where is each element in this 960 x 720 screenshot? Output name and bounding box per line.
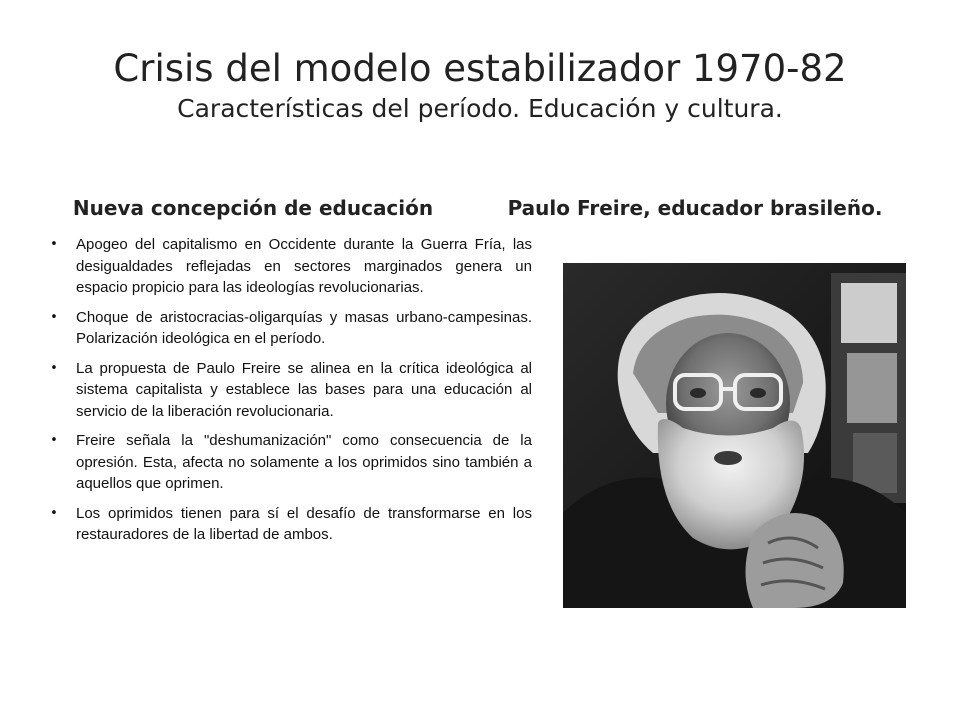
slide-title: Crisis del modelo estabilizador 1970-82 (113, 47, 847, 90)
bullet-item (48, 430, 532, 495)
bullet-item (48, 307, 532, 350)
bullet-item (48, 503, 532, 546)
left-column-heading: Nueva concepción de educación (72, 196, 434, 220)
bullet-text: Apogeo del capitalismo en Occidente durante la Guerra Fría, las desigualdades reflejadas en sectores marginados genera un espacio propicio para las ideologías revolucionarias. (76, 236, 532, 296)
portrait-photo-drawing (563, 263, 906, 608)
right-column-heading: Paulo Freire, educador brasileño. (507, 196, 883, 220)
bullet-text: La propuesta de Paulo Freire se alinea en la crítica ideológica al sistema capitalista y establece las bases para una educación al servicio de la liberación revolucionaria. (76, 359, 532, 420)
bullet-text: Choque de aristocracias-oligarquías y masas urbano-campesinas. Polarización ideológica en el período. (76, 308, 532, 347)
bullet-icon: • (50, 237, 58, 252)
bullet-icon: • (50, 360, 58, 376)
bullet-icon: • (50, 505, 58, 521)
bullet-icon: • (50, 433, 58, 448)
bullet-list (48, 234, 532, 554)
bullet-text: Freire señala la "deshumanización" como consecuencia de la opresión. Esta, afecta no solamente a los oprimidos sino también a aquellos que oprimen. (76, 432, 532, 492)
bullet-item (48, 234, 532, 299)
bullet-item (48, 358, 532, 423)
slide-subtitle: Características del período. Educación y cultura. (177, 94, 783, 123)
bullet-text: Los oprimidos tienen para sí el desafío de transformarse en los restauradores de la libertad de ambos. (76, 504, 532, 543)
slide-title-block (40, 46, 920, 126)
portrait-photo (563, 263, 906, 608)
bullet-icon: • (50, 309, 58, 325)
